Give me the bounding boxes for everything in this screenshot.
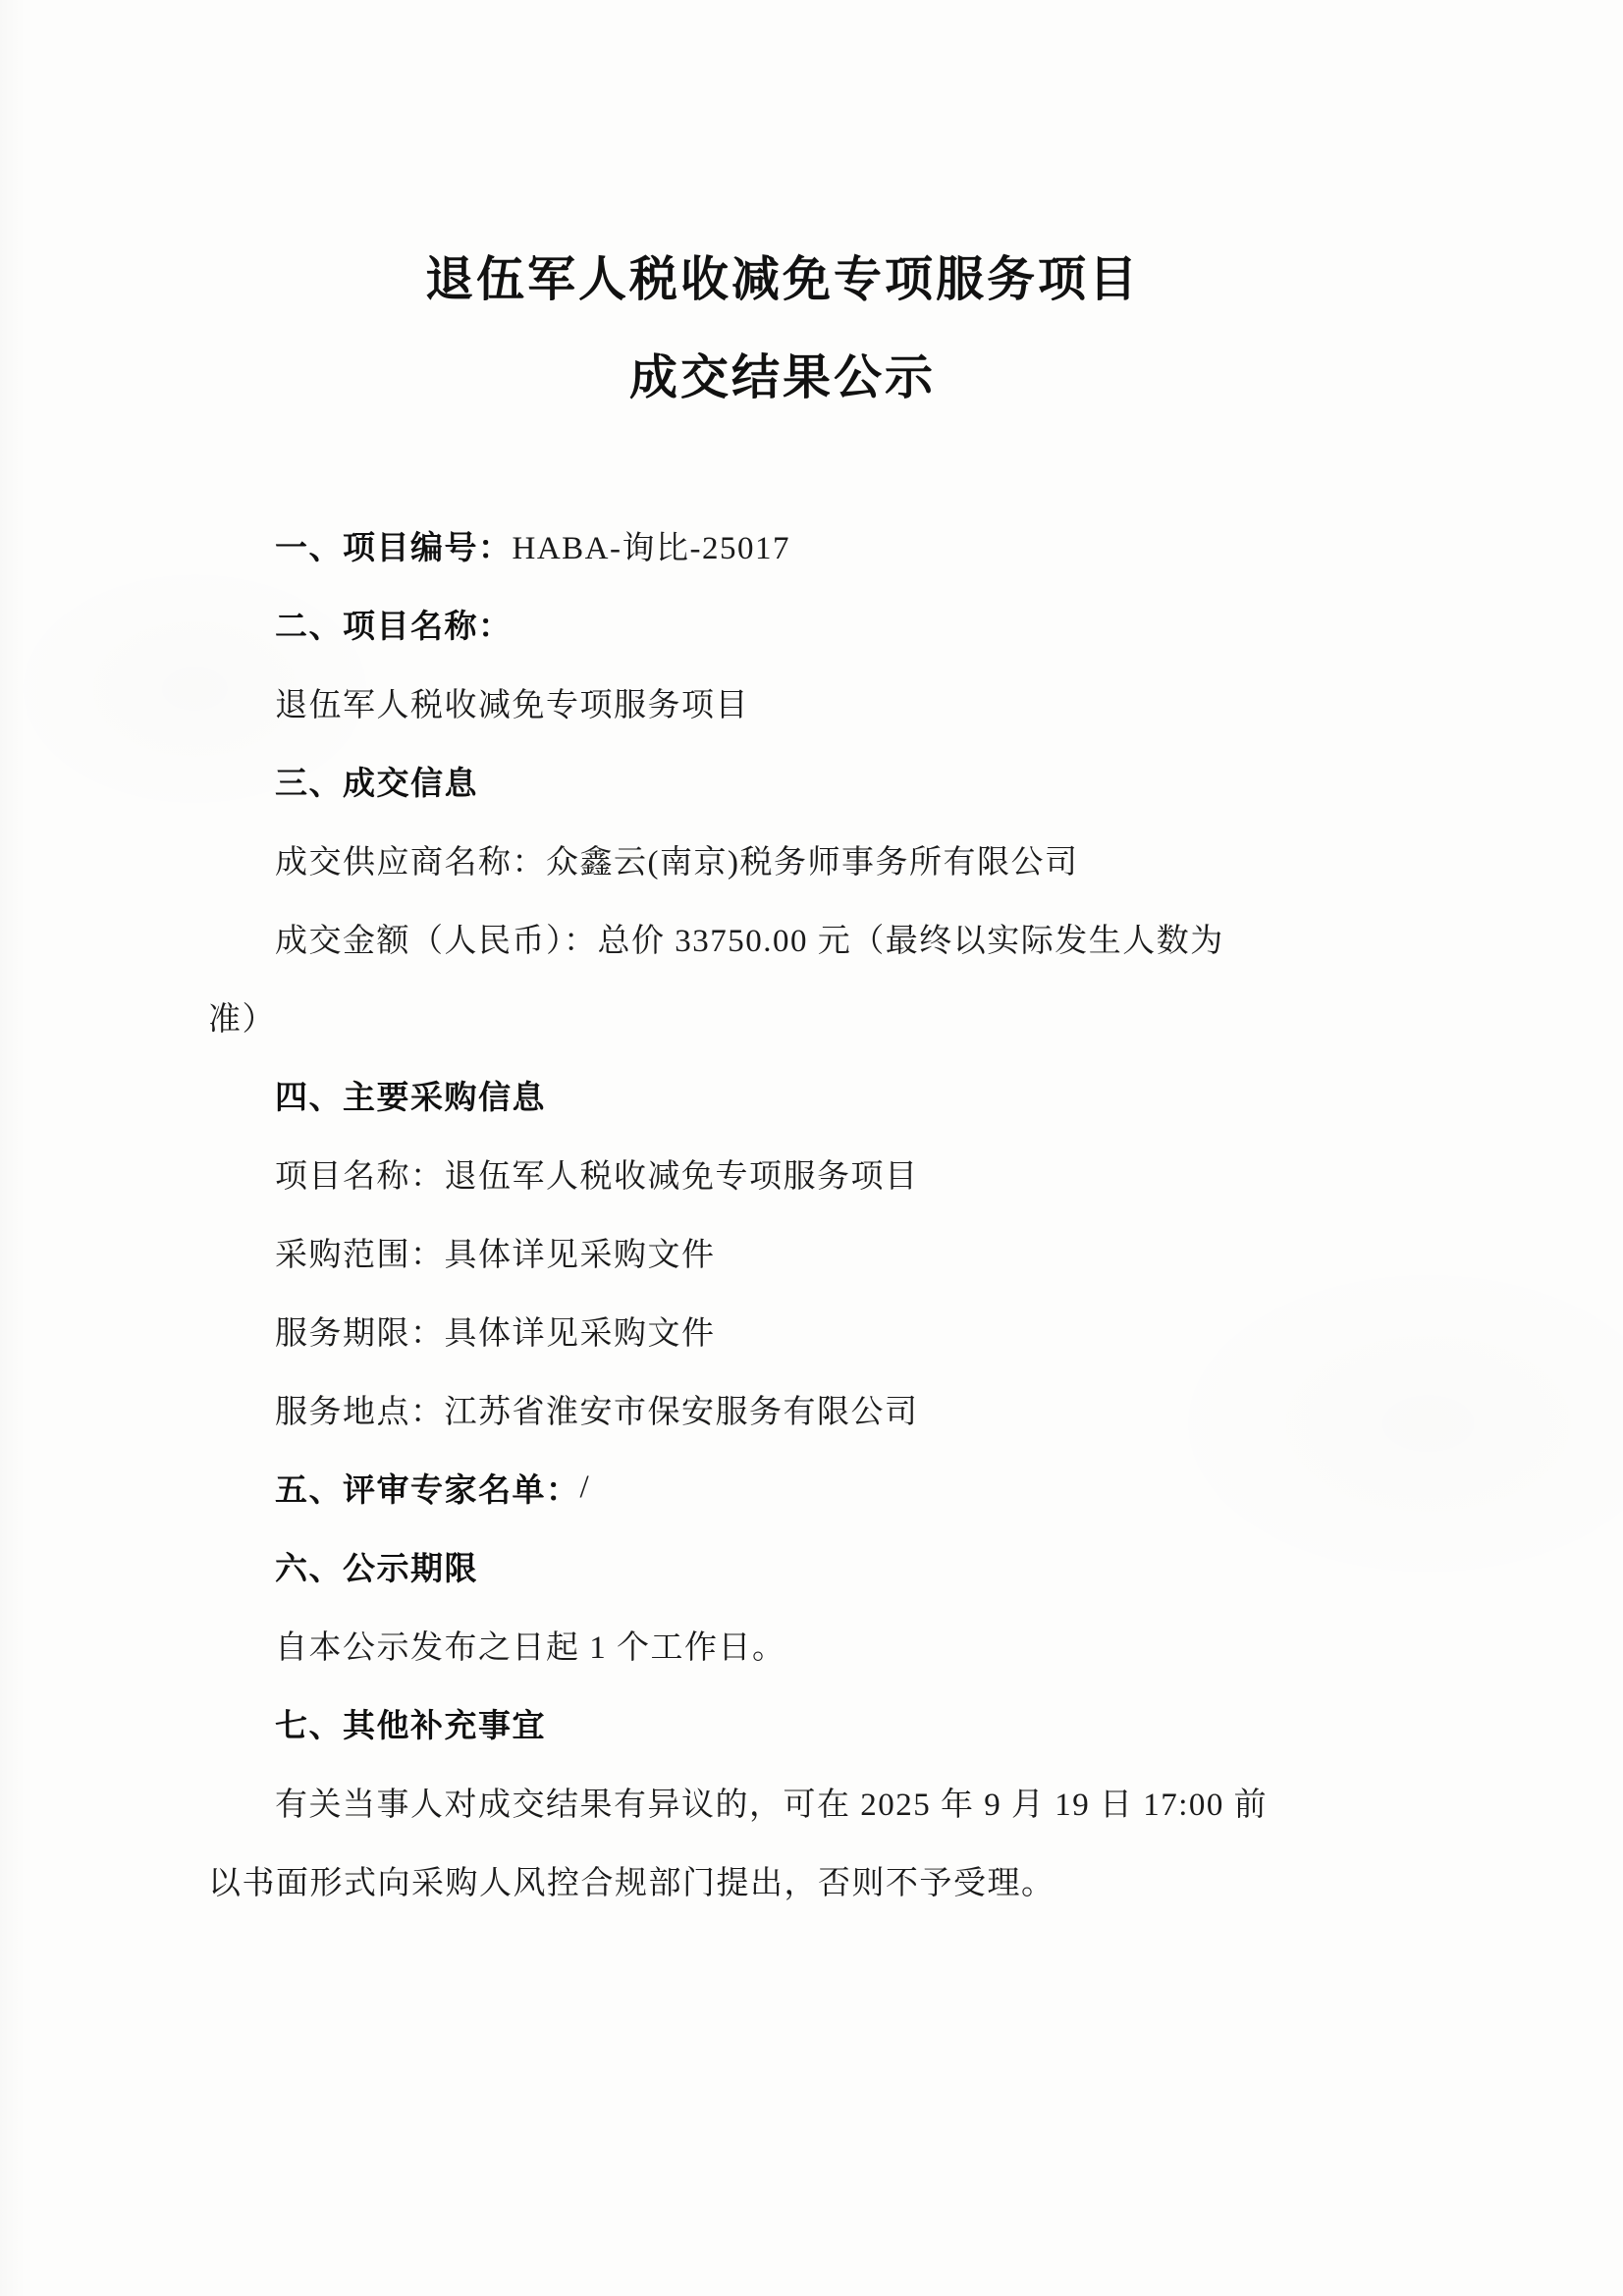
deal-amount-value: 成交金额（人民币）：总价 33750.00 元（最终以实际发生人数为	[275, 923, 1224, 959]
line-deal-info-heading	[208, 741, 1357, 820]
line-other-matters-heading	[208, 1683, 1357, 1762]
project-name-heading-label: 二、项目名称：	[275, 609, 513, 645]
line-deal-amount-continuation	[208, 977, 1357, 1055]
service-period-value: 服务期限：具体详见采购文件	[275, 1315, 716, 1352]
title-spacer	[208, 427, 1357, 506]
main-procurement-heading-label: 四、主要采购信息	[275, 1080, 546, 1116]
publicity-period-heading-label: 六、公示期限	[275, 1551, 478, 1587]
supplier-name-value: 成交供应商名称：众鑫云(南京)税务师事务所有限公司	[275, 844, 1079, 881]
line-procurement-project-name	[208, 1134, 1357, 1212]
expert-list-value: /	[579, 1468, 591, 1505]
line-project-number	[208, 506, 1357, 584]
procurement-scope-value: 采购范围：具体详见采购文件	[275, 1237, 716, 1273]
document-title-line2: 成交结果公示	[628, 350, 936, 404]
deal-info-heading-label: 三、成交信息	[275, 766, 478, 802]
line-main-procurement-heading	[208, 1055, 1357, 1134]
line-objection-notice	[208, 1762, 1357, 1841]
document-title-line1: 退伍军人税收减免专项服务项目	[424, 252, 1140, 306]
project-name-body-value: 退伍军人税收减免专项服务项目	[275, 687, 749, 723]
service-location-value: 服务地点：江苏省淮安市保安服务有限公司	[275, 1394, 919, 1430]
line-service-location	[208, 1369, 1357, 1448]
expert-list-label: 五、评审专家名单：	[275, 1472, 580, 1509]
deal-amount-cont-value: 准）	[208, 1001, 276, 1038]
line-procurement-scope	[208, 1212, 1357, 1291]
line-expert-list	[208, 1448, 1357, 1526]
project-number-value: HABA-询比-25017	[512, 530, 790, 566]
line-publicity-period-heading	[208, 1526, 1357, 1605]
publicity-period-body-value: 自本公示发布之日起 1 个工作日。	[275, 1629, 786, 1666]
line-publicity-period-body	[208, 1605, 1357, 1683]
line-service-period	[208, 1291, 1357, 1369]
other-matters-heading-label: 七、其他补充事宜	[275, 1708, 546, 1744]
line-project-name-heading	[208, 584, 1357, 663]
line-deal-amount	[208, 898, 1357, 977]
project-number-label: 一、项目编号：	[275, 530, 513, 566]
objection-notice-value: 有关当事人对成交结果有异议的，可在 2025 年 9 月 19 日 17:00 前	[275, 1787, 1269, 1823]
line-objection-notice-continuation	[208, 1841, 1357, 1919]
announcement-document	[208, 231, 1357, 1919]
line-supplier-name	[208, 820, 1357, 898]
procurement-project-name-value: 项目名称：退伍军人税收减免专项服务项目	[275, 1158, 919, 1195]
objection-notice-cont-value: 以书面形式向采购人风控合规部门提出，否则不予受理。	[208, 1865, 1055, 1901]
line-project-name-body	[208, 663, 1357, 741]
